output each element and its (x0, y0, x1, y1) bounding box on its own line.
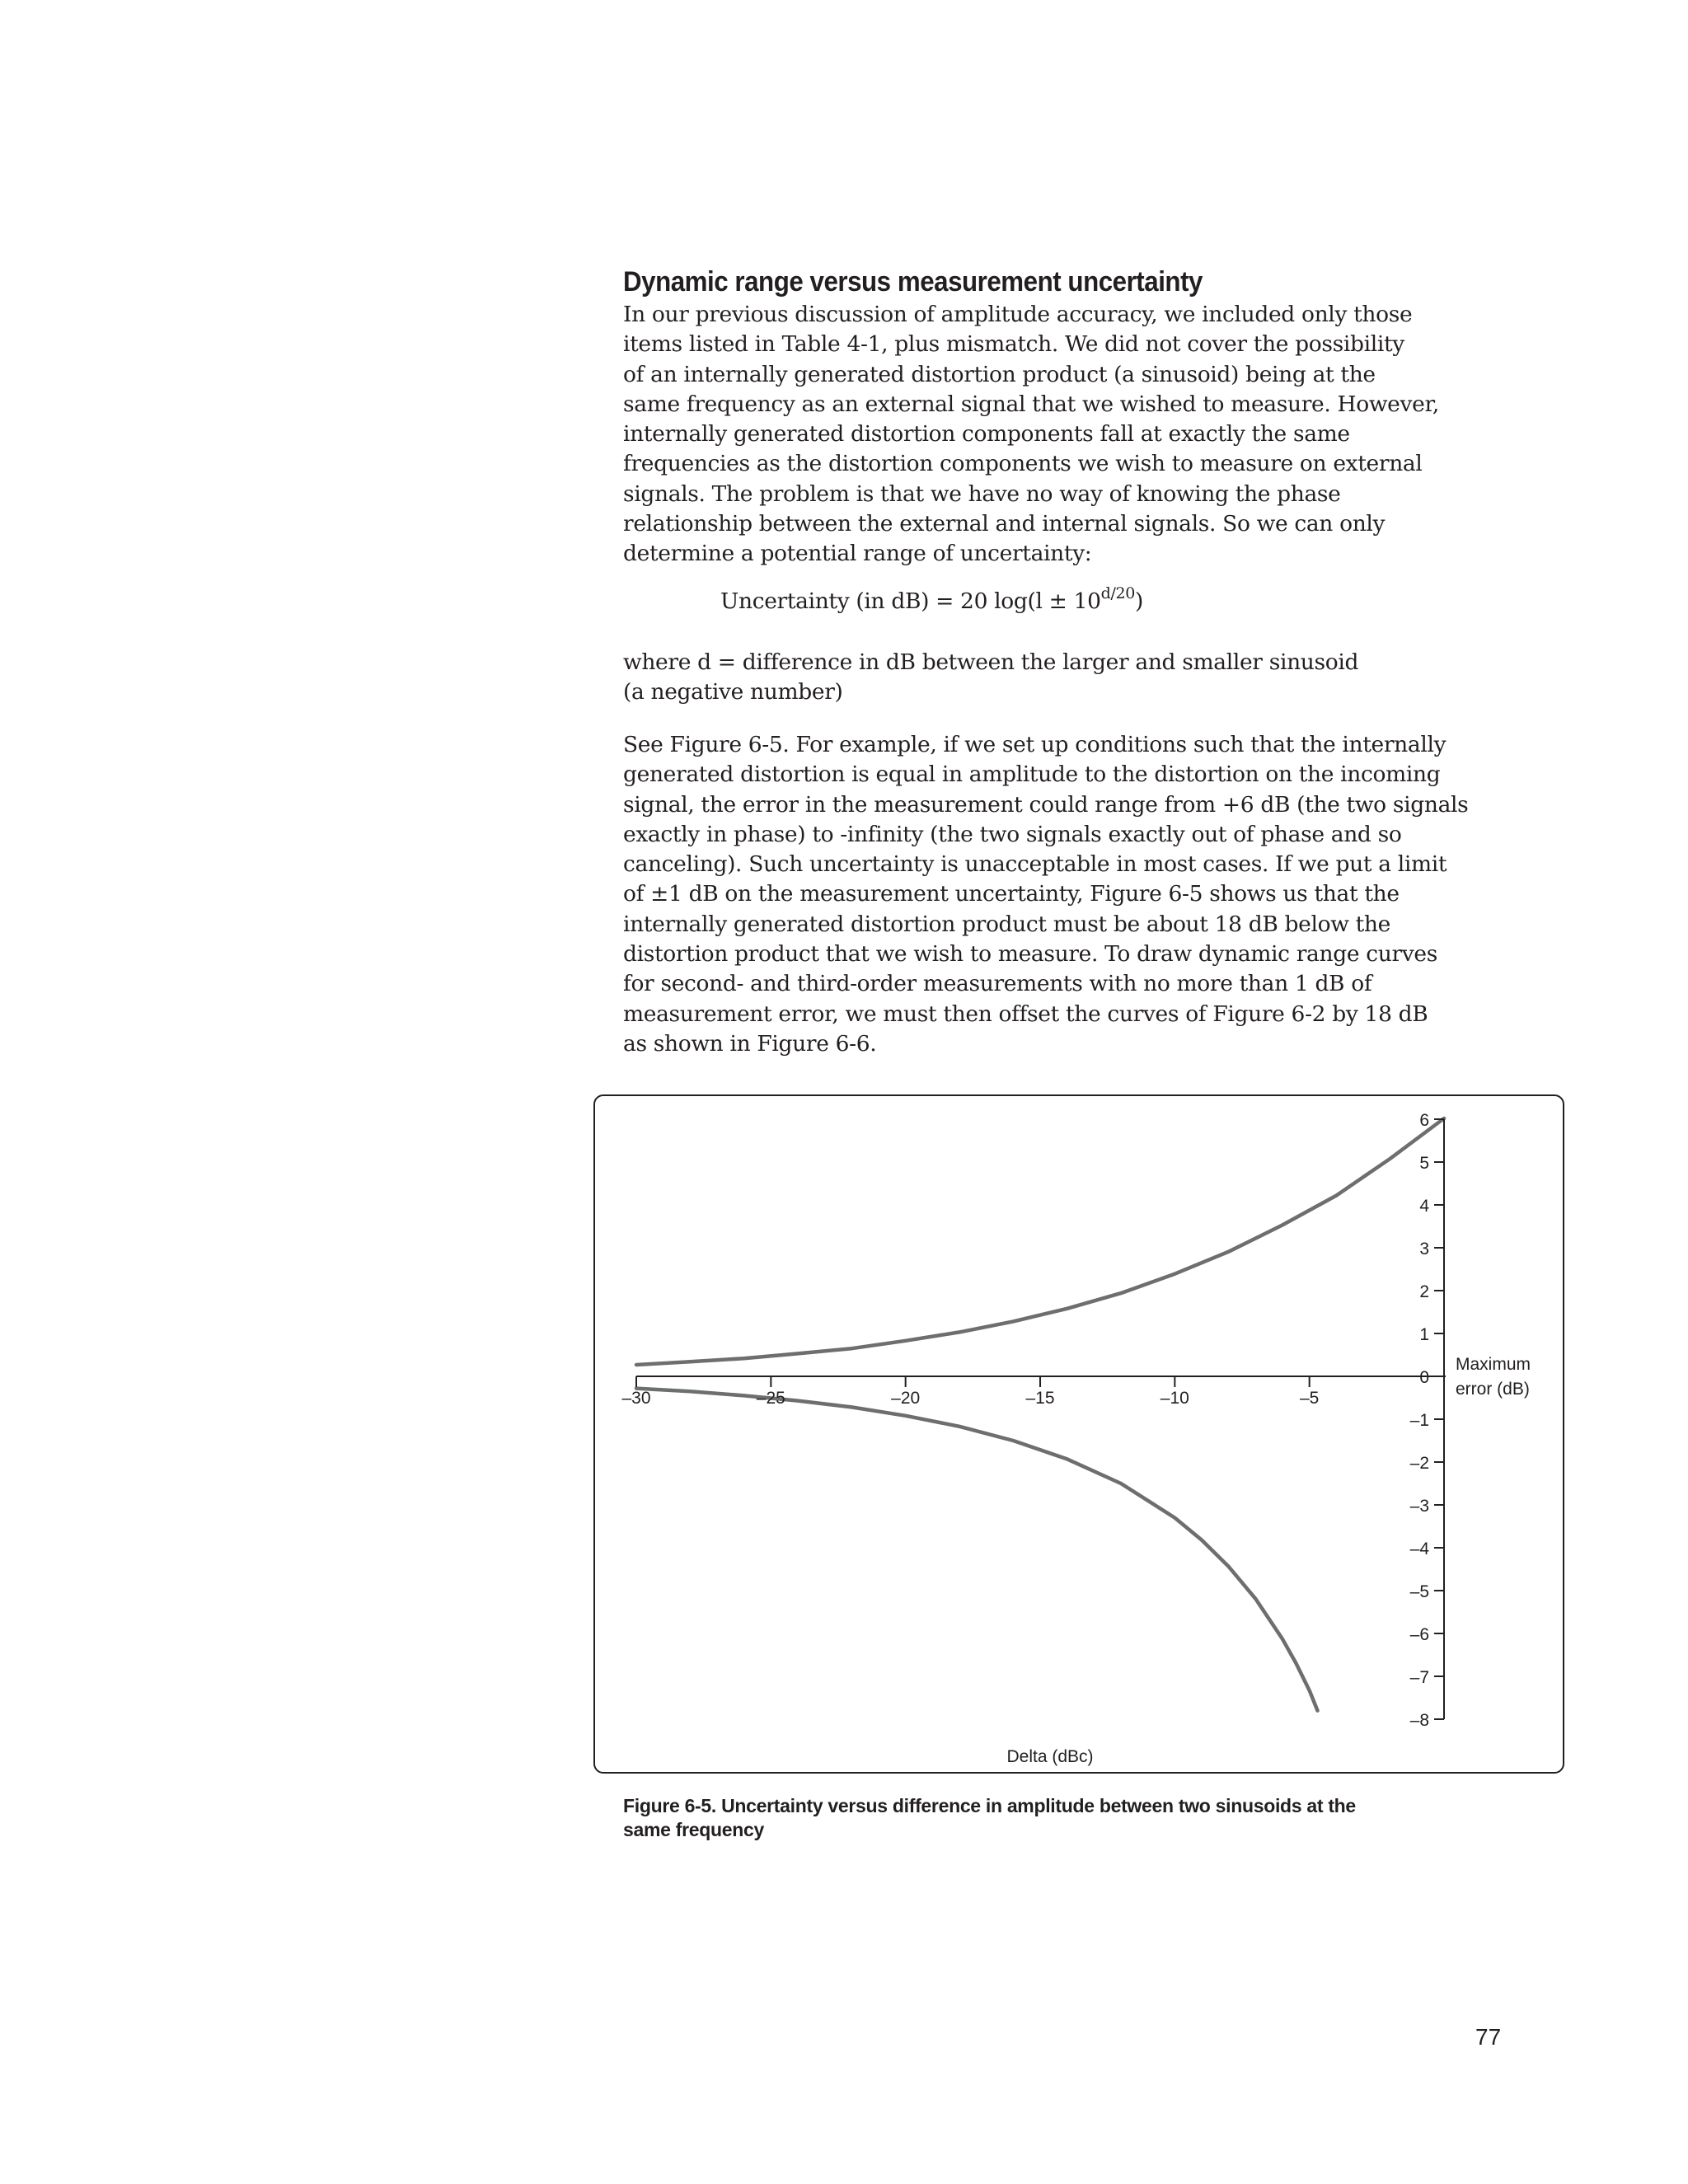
page-number: 77 (1475, 2024, 1502, 2050)
text-line: frequencies as the distortion components we wish to measure on external (623, 451, 1423, 477)
y-tick-label: 2 (1419, 1282, 1429, 1301)
text-line: internally generated distortion product must be about 18 dB below the (623, 911, 1390, 937)
text-line: of ±1 dB on the measurement uncertainty, Figure 6-5 shows us that the (623, 881, 1400, 907)
uncertainty-chart (593, 1094, 1564, 1774)
upper-error-curve (636, 1118, 1444, 1365)
x-tick-label: –20 (891, 1389, 921, 1408)
caption-line: Figure 6-5. Uncertainty versus difference in amplitude between two sinusoids at the (623, 1795, 1356, 1816)
text-line: distortion product that we wish to measure. To draw dynamic range curves (623, 941, 1437, 968)
text-line: See Figure 6-5. For example, if we set up conditions such that the internally (623, 732, 1447, 757)
text-line: for second- and third-order measurements with no more than 1 dB of (623, 971, 1372, 997)
text-line: signal, the error in the measurement could range from +6 dB (the two signals (623, 791, 1469, 818)
text-line: exactly in phase) to -infinity (the two signals exactly out of phase and so (623, 821, 1402, 847)
text-line: of an internally generated distortion product (a sinusoid) being at the (623, 361, 1376, 387)
paragraph-example (623, 730, 1530, 1059)
y-axis-label: error (dB) (1456, 1380, 1530, 1399)
y-tick-label: –5 (1409, 1582, 1429, 1601)
caption-line: same frequency (623, 1819, 764, 1840)
y-tick-label: 5 (1419, 1154, 1429, 1173)
text-line: same frequency as an external signal that we wished to measure. However, (623, 391, 1439, 417)
y-tick-label: –3 (1409, 1497, 1429, 1516)
figure-caption (623, 1794, 1356, 1842)
y-tick-label: –6 (1409, 1625, 1429, 1644)
x-tick-label: –15 (1025, 1389, 1055, 1408)
text-line: determine a potential range of uncertainty: (623, 541, 1092, 567)
text-line: where d = difference in dB between the larger and smaller sinusoid (623, 649, 1359, 675)
text-line: relationship between the external and internal signals. So we can only (623, 511, 1386, 537)
text-line: signals. The problem is that we have no way of knowing the phase (623, 480, 1341, 507)
x-axis-label: Delta (dBc) (1006, 1747, 1094, 1766)
y-tick-label: 3 (1419, 1240, 1429, 1258)
text-line: (a negative number) (623, 679, 843, 705)
y-tick-label: –2 (1409, 1454, 1429, 1473)
section-heading: Dynamic range versus measurement uncertainty (623, 266, 1203, 298)
equation-text: Uncertainty (in dB) = 20 log(l ± 10 (720, 588, 1101, 614)
equation-exponent: d/20 (1100, 584, 1135, 602)
y-tick-label: –1 (1409, 1411, 1429, 1430)
equation-close: ) (1134, 588, 1143, 614)
x-tick-label: –30 (621, 1389, 651, 1408)
lower-error-curve (636, 1389, 1318, 1711)
y-tick-label: 4 (1419, 1197, 1429, 1216)
text-line: internally generated distortion components fall at exactly the same (623, 421, 1350, 448)
x-tick-label: –5 (1299, 1389, 1320, 1408)
y-tick-label: 1 (1419, 1325, 1429, 1344)
x-tick-label: –25 (756, 1389, 785, 1408)
y-tick-label: –8 (1409, 1711, 1429, 1730)
y-axis-label: Maximum (1456, 1355, 1531, 1374)
paragraph-intro (623, 300, 1530, 569)
text-line: In our previous discussion of amplitude accuracy, we included only those (623, 302, 1413, 327)
text-line: canceling). Such uncertainty is unacceptable in most cases. If we put a limit (623, 851, 1447, 878)
text-line: measurement error, we must then offset the curves of Figure 6-2 by 18 dB (623, 1001, 1428, 1027)
text-line: generated distortion is equal in amplitude to the distortion on the incoming (623, 762, 1441, 788)
y-tick-label: –4 (1409, 1540, 1429, 1558)
text-line: items listed in Table 4-1, plus mismatch. We did not cover the possibility (623, 331, 1404, 358)
y-tick-label: –7 (1409, 1668, 1429, 1687)
text-line: as shown in Figure 6-6. (623, 1030, 877, 1057)
y-tick-label: 0 (1419, 1368, 1429, 1387)
y-tick-label: 6 (1419, 1111, 1429, 1130)
x-tick-label: –10 (1160, 1389, 1189, 1408)
paragraph-definition (623, 648, 1530, 708)
uncertainty-equation (720, 584, 1143, 616)
